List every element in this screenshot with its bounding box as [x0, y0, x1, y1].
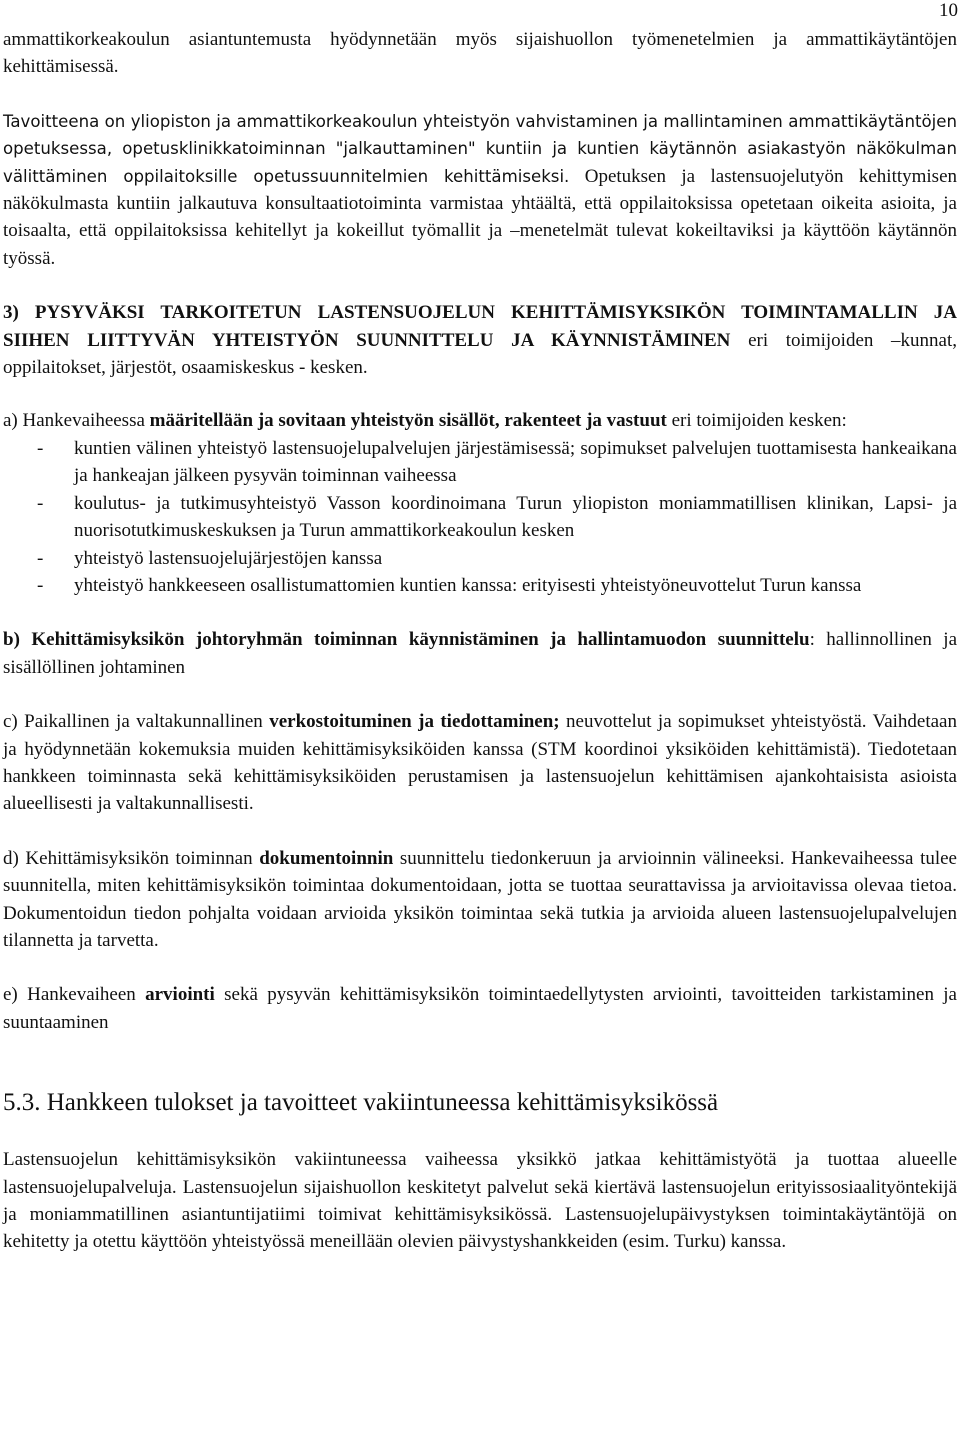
list-item — [3, 545, 957, 572]
list-item-text: yhteistyö hankkeeseen osallistumattomien kuntien kanssa: erityisesti yhteistyöneuvottelut Turun kanssa — [74, 574, 862, 596]
dash-bullet: - — [37, 547, 44, 569]
list-item — [3, 572, 957, 599]
item-a — [3, 407, 957, 434]
document-body — [3, 26, 957, 1256]
item-e — [3, 981, 957, 1036]
list-item-text: koulutus- ja tutkimusyhteistyö Vasson koordinoimana Turun yliopiston moniammatillisen klinikan, Lapsi- ja nuorisotutkimuskeskuksen ja Turun ammattikorkeakoulun kesken — [74, 492, 957, 542]
item-b-text: : hallinnollinen ja sisällöllinen johtaminen — [3, 629, 958, 678]
item-d-prefix: d) — [3, 847, 19, 869]
section-5-3-heading: 5.3. Hankkeen tulokset ja tavoitteet vakiintuneessa kehittämisyksikössä — [3, 1089, 719, 1117]
item-c-prefix: c) — [3, 711, 18, 733]
section-3-title — [3, 299, 957, 381]
dash-bullet: - — [37, 574, 44, 596]
item-d — [3, 845, 957, 955]
item-a-bullet-list — [3, 435, 957, 599]
item-b-prefix: b) — [3, 629, 20, 651]
item-c-bold: verkostoituminen ja tiedottaminen; — [269, 711, 560, 733]
section-3-title-bold: 3) PYSYVÄKSI TARKOITETUN LASTENSUOJELUN KEHITTÄMISYKSIKÖN TOIMINTAMALLIN JA SIIHEN LIITTYVÄN YHTEISTYÖN SUUNNITTELU JA KÄYNNISTÄMINEN — [3, 302, 957, 351]
intro-continuation: ammattikorkeakoulun asiantuntemusta hyödynnetään myös sijaishuollon työmenetelmien ja ammattikäytäntöjen kehittämisessä. — [3, 29, 957, 78]
section-5-3-paragraph: Lastensuojelun kehittämisyksikön vakiintuneessa vaiheessa yksikkö jatkaa kehittämistyötä ja tuottaa alueelle lastensuojelupalveluja. Lastensuojelun sijaishuollon keskitetyt palvelut sekä kiertävä lastensuojelun erityissosiaalityöntekijä ja moniammatillinen asiantuntijatiimi toimivat kehittämisyksikössä. Lastensuojelupäivystyksen toimintakäytäntöjä on kehitetty ja otettu käyttöön yhteistyössä meneillään olevien päivystyshankkeiden (esim. Turku) kanssa. — [3, 1149, 957, 1253]
item-a-bold: määritellään ja sovitaan yhteistyön sisällöt, rakenteet ja vastuut — [149, 410, 667, 432]
aims-sans-text: Tavoitteena on yliopiston ja ammattikorkeakoulun yhteistyön vahvistaminen ja mallintaminen ammattikäytäntöjen opetuksessa, opetusklinikkatoiminnan "jalkauttaminen" kuntiin ja kuntien käytännön asiakastyön näkökulman välittäminen oppilaitoksille opetussuunnitelmien kehittämiseksi. — [3, 111, 957, 186]
list-item-text: kuntien välinen yhteistyö lastensuojelupalvelujen järjestämisessä; sopimukset palvelujen tuottamisesta hankeaikana ja hankeajan jälkeen pysyvän toiminnan vaiheessa — [74, 437, 957, 487]
page-number: 10 — [939, 0, 958, 21]
aims-paragraph — [3, 108, 957, 272]
dash-bullet: - — [37, 492, 44, 514]
item-a-text-2: eri toimijoiden kesken: — [666, 410, 847, 432]
item-e-bold: arviointi — [145, 984, 215, 1006]
section-3-title-rest: eri toimijoiden –kunnat, oppilaitokset, järjestöt, osaamiskeskus - kesken. — [3, 329, 958, 379]
item-e-prefix: e) — [3, 984, 18, 1006]
item-c — [3, 708, 957, 818]
item-e-text-1: Hankevaiheen — [17, 984, 146, 1006]
item-a-prefix: a) — [3, 410, 18, 432]
item-e-text-2: sekä pysyvän kehittämisyksikön toimintaedellytysten arviointi, tavoitteiden tarkistaminen ja suuntaaminen — [3, 984, 957, 1033]
item-d-text-1: Kehittämisyksikön toiminnan — [18, 847, 260, 869]
item-b — [3, 626, 957, 681]
list-item — [3, 490, 957, 545]
item-d-bold: dokumentoinnin — [259, 847, 394, 869]
list-item — [3, 435, 957, 490]
dash-bullet: - — [37, 437, 44, 459]
item-c-text-2: neuvottelut ja sopimukset yhteistyöstä. Vaihdetaan ja hyödynnetään kokemuksia muiden kehittämisyksiköiden kanssa (STM koordinoi yksiköiden kehittämistä). Tiedotetaan hankkeen toiminnasta sekä kehittämisyksiköiden perustamisen ja lastensuojelun kehittämisen ajankohtaisista asioista alueellisesti ja valtakunnallisesti. — [3, 711, 957, 815]
list-item-text: yhteistyö lastensuojelujärjestöjen kanssa — [74, 547, 383, 569]
item-b-bold: Kehittämisyksikön johtoryhmän toiminnan käynnistäminen ja hallintamuodon suunnittelu — [19, 629, 810, 651]
item-d-text-2: suunnittelu tiedonkeruun ja arvioinnin välineeksi. Hankevaiheessa tulee suunnitella, miten kehittämisyksikön toimintaa dokumentoidaan, jotta se tuottaa seurattavissa ja arvioitavissa olevaa tietoa. Dokumentoidun tiedon pohjalta voidaan arvioida yksikön toimintaa sekä tutkia ja arvioida alueen lastensuojelupalvelujen tilannetta ja tarvetta. — [3, 847, 957, 951]
item-c-text-1: Paikallinen ja valtakunnallinen — [17, 711, 270, 733]
item-a-text-1: Hankevaiheessa — [17, 410, 150, 432]
aims-serif-text: Opetuksen ja lastensuojelutyön kehittymisen näkökulmasta kuntiin jalkautuva konsultaatiotoiminta varmistaa yhtäältä, että oppilaitoksissa opetetaan oikeita asioita, ja toisaalta, että oppilaitoksissa kehitellyt ja kokeillut työmallit ja –menetelmät tulevat kokeiltaviksi ja käyttöön käytännön työssä. — [3, 165, 958, 269]
